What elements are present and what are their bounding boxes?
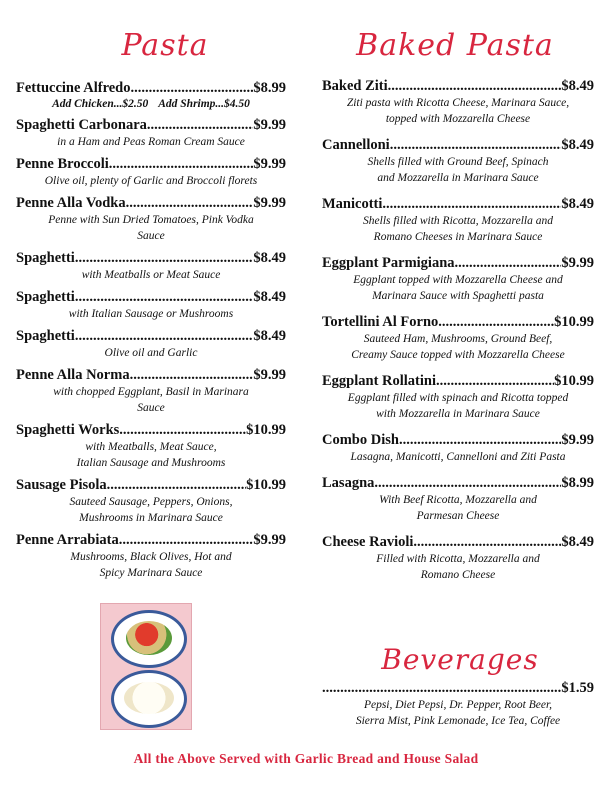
menu-item-price: $8.49 — [561, 196, 594, 212]
menu-item-header — [16, 532, 286, 549]
addon-option: Add Chicken...$2.50 — [52, 98, 149, 110]
menu-item-header — [322, 432, 594, 449]
menu-item — [322, 475, 594, 524]
menu-item-name: Eggplant Parmigiana — [322, 255, 455, 271]
menu-item — [16, 367, 286, 416]
menu-item — [16, 532, 286, 581]
menu-item — [16, 250, 286, 283]
menu-item-price: $10.99 — [246, 422, 286, 438]
menu-item — [16, 156, 286, 189]
beverages-price-line — [322, 680, 594, 697]
beverages-price: $1.59 — [561, 680, 594, 696]
menu-item — [16, 328, 286, 361]
baked-pasta-menu-list — [322, 78, 594, 593]
menu-item-name: Lasagna — [322, 475, 375, 491]
menu-item-name: Tortellini Al Forno — [322, 314, 439, 330]
menu-item-description: Eggplant filled with spinach and Ricotta topped — [347, 392, 569, 404]
menu-item-description: Sauce — [137, 402, 165, 414]
menu-item-name: Spaghetti Carbonara — [16, 117, 147, 133]
menu-item-description: Mushrooms in Marinara Sauce — [79, 512, 223, 524]
dot-leader — [75, 289, 254, 306]
menu-item-price: $8.99 — [561, 475, 594, 491]
menu-item — [322, 373, 594, 422]
menu-item-header — [322, 78, 594, 95]
pasta-menu-list — [16, 80, 286, 587]
menu-item-description: Parmesan Cheese — [416, 510, 500, 522]
beverages-section-title: Beverages — [381, 643, 539, 676]
menu-item-price: $9.99 — [253, 156, 286, 172]
menu-item — [322, 432, 594, 465]
menu-item-price: $10.99 — [246, 477, 286, 493]
menu-item — [322, 314, 594, 363]
menu-item-price: $8.49 — [253, 289, 286, 305]
menu-item-name: Fettuccine Alfredo — [16, 80, 131, 96]
dot-leader — [399, 432, 561, 449]
dot-leader — [75, 250, 254, 267]
menu-item-price: $9.99 — [253, 367, 286, 383]
menu-item-description: Mushrooms, Black Olives, Hot and — [70, 551, 232, 563]
menu-item-description: Olive oil and Garlic — [104, 347, 198, 359]
menu-item-header — [16, 156, 286, 173]
addon-option: Add Shrimp...$4.50 — [158, 98, 250, 110]
menu-item-name: Penne Arrabiata — [16, 532, 119, 548]
menu-item-description: Filled with Ricotta, Mozzarella and — [376, 553, 540, 565]
menu-item-addons — [16, 97, 286, 111]
menu-item-name: Spaghetti — [16, 289, 75, 305]
menu-item-name: Spaghetti — [16, 328, 75, 344]
menu-item-description: Eggplant topped with Mozzarella Cheese and — [353, 274, 563, 286]
menu-item — [322, 196, 594, 245]
menu-item-header — [16, 422, 286, 439]
dot-leader — [119, 532, 254, 549]
menu-item — [16, 422, 286, 471]
dot-leader — [388, 78, 562, 95]
menu-item — [322, 137, 594, 186]
menu-item-description: With Beef Ricotta, Mozzarella and — [379, 494, 537, 506]
menu-item-name: Penne Alla Vodka — [16, 195, 126, 211]
dot-leader — [109, 156, 254, 173]
menu-item-name: Cannelloni — [322, 137, 390, 153]
dot-leader — [126, 195, 254, 212]
dot-leader — [374, 475, 561, 492]
menu-item-price: $9.99 — [253, 532, 286, 548]
menu-item — [16, 117, 286, 150]
menu-item-price: $8.49 — [561, 78, 594, 94]
menu-item-price: $8.49 — [253, 250, 286, 266]
menu-item-header — [322, 196, 594, 213]
menu-item-name: Penne Broccoli — [16, 156, 109, 172]
dot-leader — [130, 367, 254, 384]
baked-pasta-section-title: Baked Pasta — [356, 28, 554, 63]
dot-leader — [107, 477, 246, 494]
dot-leader — [147, 117, 253, 134]
menu-item-description: Italian Sausage and Mushrooms — [76, 457, 226, 469]
plate-spaghetti-marinara — [111, 610, 187, 668]
menu-item-header — [322, 255, 594, 272]
menu-item-description: Spicy Marinara Sauce — [99, 567, 203, 579]
menu-item-description: with Meatballs or Meat Sauce — [81, 269, 221, 281]
menu-item-price: $8.49 — [561, 534, 594, 550]
menu-item-description: Sauce — [137, 230, 165, 242]
pasta-section-title: Pasta — [121, 28, 209, 63]
menu-item — [16, 477, 286, 526]
dot-leader — [119, 422, 246, 439]
menu-item-description: and Mozzarella in Marinara Sauce — [377, 172, 539, 184]
menu-item-price: $10.99 — [554, 314, 594, 330]
dot-leader — [436, 373, 554, 390]
menu-item-header — [322, 137, 594, 154]
footer-note: All the Above Served with Garlic Bread and House Salad — [133, 751, 479, 766]
menu-item-description: with chopped Eggplant, Basil in Marinara — [53, 386, 249, 398]
dot-leader — [131, 80, 254, 97]
menu-item-name: Spaghetti Works — [16, 422, 120, 438]
menu-item-description: Olive oil, plenty of Garlic and Broccoli florets — [44, 175, 258, 187]
menu-item-name: Eggplant Rollatini — [322, 373, 437, 389]
dot-leader — [438, 314, 554, 331]
menu-item-price: $9.99 — [253, 195, 286, 211]
menu-item-description: Penne with Sun Dried Tomatoes, Pink Vodka — [48, 214, 254, 226]
menu-item — [322, 78, 594, 127]
menu-item-description: in a Ham and Peas Roman Cream Sauce — [57, 136, 245, 148]
beverages-desc-line: Sierra Mist, Pink Lemonade, Ice Tea, Coffee — [355, 715, 561, 727]
menu-item-name: Cheese Ravioli — [322, 534, 414, 550]
menu-item-price: $9.99 — [561, 255, 594, 271]
menu-item-header — [322, 373, 594, 390]
menu-item-description: with Italian Sausage or Mushrooms — [68, 308, 234, 320]
menu-item-header — [16, 367, 286, 384]
pasta-dishes-photo — [100, 603, 192, 730]
dot-leader — [322, 680, 561, 697]
menu-item-header — [322, 534, 594, 551]
menu-item — [16, 289, 286, 322]
dot-leader — [382, 196, 561, 213]
menu-item-price: $9.99 — [561, 432, 594, 448]
menu-item-description: with Meatballs, Meat Sauce, — [85, 441, 217, 453]
menu-item-name: Combo Dish — [322, 432, 399, 448]
menu-item-price: $8.49 — [561, 137, 594, 153]
menu-item-header — [16, 195, 286, 212]
menu-item — [16, 80, 286, 111]
menu-item-description: Shells filled with Ricotta, Mozzarella and — [363, 215, 553, 227]
menu-item-description: Shells filled with Ground Beef, Spinach — [367, 156, 549, 168]
menu-item-header — [16, 328, 286, 345]
menu-item-description: Sauteed Sausage, Peppers, Onions, — [69, 496, 233, 508]
dot-leader — [390, 137, 562, 154]
menu-item-header — [16, 250, 286, 267]
menu-item-description: with Mozzarella in Marinara Sauce — [376, 408, 540, 420]
dot-leader — [455, 255, 562, 272]
menu-item-description: Marinara Sauce with Spaghetti pasta — [372, 290, 544, 302]
menu-item-header — [322, 475, 594, 492]
menu-item-description: Romano Cheese — [420, 569, 496, 581]
menu-item-description: topped with Mozzarella Cheese — [385, 113, 531, 125]
menu-item-header — [322, 314, 594, 331]
menu-item-header — [16, 117, 286, 134]
menu-item-description: Creamy Sauce topped with Mozzarella Cheese — [351, 349, 565, 361]
menu-item-description: Romano Cheeses in Marinara Sauce — [373, 231, 543, 243]
menu-item — [16, 195, 286, 244]
menu-item-price: $10.99 — [554, 373, 594, 389]
menu-item-header — [16, 80, 286, 97]
menu-item-description: Lasagna, Manicotti, Cannelloni and Ziti Pasta — [350, 451, 566, 463]
menu-item — [322, 255, 594, 304]
menu-item-price: $8.99 — [253, 80, 286, 96]
menu-item-header — [16, 289, 286, 306]
menu-item-name: Sausage Pisola — [16, 477, 107, 493]
menu-item — [322, 534, 594, 583]
menu-item-description: Ziti pasta with Ricotta Cheese, Marinara Sauce, — [346, 97, 570, 109]
dot-leader — [413, 534, 561, 551]
menu-item-price: $9.99 — [253, 117, 286, 133]
menu-item-price: $8.49 — [253, 328, 286, 344]
plate-fettuccine-alfredo — [111, 670, 187, 728]
menu-item-name: Manicotti — [322, 196, 383, 212]
beverages-desc-line: Pepsi, Diet Pepsi, Dr. Pepper, Root Beer, — [363, 699, 553, 711]
menu-item-name: Spaghetti — [16, 250, 75, 266]
menu-item-description: Sauteed Ham, Mushrooms, Ground Beef, — [363, 333, 553, 345]
menu-item-name: Penne Alla Norma — [16, 367, 130, 383]
dot-leader — [75, 328, 254, 345]
menu-item-name: Baked Ziti — [322, 78, 388, 94]
menu-item-header — [16, 477, 286, 494]
beverages-item — [322, 680, 594, 729]
